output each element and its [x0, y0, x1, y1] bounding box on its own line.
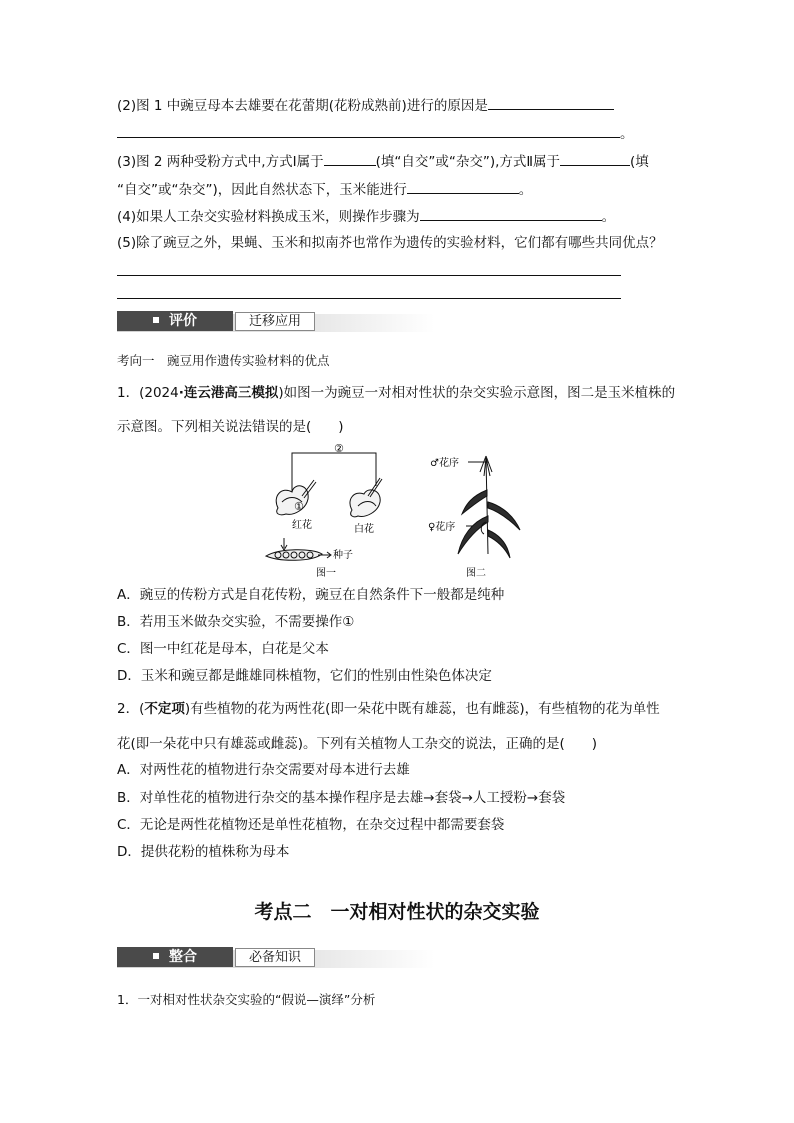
q1-option-c[interactable]: C．图一中红花是母本，白花是父本 — [117, 641, 329, 657]
answer-line[interactable] — [117, 298, 621, 299]
q2-stem — [117, 699, 660, 719]
period-mark: 。 — [518, 182, 533, 198]
red-flower-label: 红花 — [292, 520, 312, 531]
q5-text — [117, 233, 663, 253]
q1-option-d[interactable]: D．玉米和豌豆都是雌雄同株植物，它们的性别由性染色体决定 — [117, 668, 492, 684]
answer-line[interactable] — [117, 275, 621, 276]
label-2: ② — [334, 444, 344, 455]
q2-option-a[interactable]: A．对两性花的植物进行杂交需要对母本进行去雄 — [117, 762, 410, 778]
corn-leaf — [458, 516, 488, 554]
banner-tag: 迁移应用 — [235, 312, 315, 331]
banner-label-text: 评价 — [169, 313, 197, 329]
q2-type: 不定项 — [144, 701, 185, 717]
banner-tag: 必备知识 — [235, 948, 315, 967]
q1-stem — [117, 383, 675, 403]
pea-flower-white — [350, 490, 380, 517]
q2-option-b[interactable]: B．对单性花的植物进行杂交的基本操作程序是去雄→套袋→人工授粉→套袋 — [117, 790, 566, 806]
question-text: (4)如果人工杂交实验材料换成玉米，则操作步骤为 — [117, 209, 420, 225]
banner-label — [117, 947, 233, 967]
banner-label-text: 整合 — [169, 949, 197, 965]
q1-number: 1．(2024 — [117, 385, 179, 401]
section-title: 考点二 一对相对性状的杂交实验 — [254, 901, 540, 923]
direction-heading: 考向一 豌豆用作遗传实验材料的优点 — [117, 353, 330, 368]
figure-1-caption: 图一 — [316, 568, 336, 579]
section-banner-integration — [117, 947, 435, 969]
section-banner-evaluation — [117, 311, 435, 333]
q4-text — [117, 206, 615, 227]
period-mark: 。 — [620, 126, 634, 142]
q2-option-d[interactable]: D．提供花粉的植株称为母本 — [117, 844, 290, 860]
analysis-heading: 1．一对相对性状杂交实验的“假说—演绎”分析 — [117, 992, 376, 1007]
white-flower-label: 白花 — [354, 524, 374, 535]
q2-stem-2: 花(即一朵花中只有雄蕊或雌蕊)。下列有关植物人工杂交的说法，正确的是( ) — [117, 736, 598, 752]
answer-blank[interactable] — [420, 206, 602, 221]
answer-blank[interactable] — [488, 95, 614, 110]
corn-leaf — [488, 502, 520, 530]
period-mark: 。 — [601, 209, 616, 225]
q3-text — [117, 151, 649, 172]
figure-2-caption: 图二 — [466, 568, 486, 579]
corn-leaf — [488, 530, 510, 558]
corn-leaf — [462, 490, 487, 514]
question-text: “自交”或“杂交”)，因此自然状态下，玉米能进行 — [117, 182, 407, 198]
seed-label: 种子 — [333, 550, 353, 561]
q2-continuation — [117, 123, 634, 144]
male-inflorescence-label: ♂花序 — [430, 458, 459, 469]
q1-stem-2: 示意图。下列相关说法错误的是( ) — [117, 419, 344, 435]
question-text: (填“自交”或“杂交”),方式Ⅱ属于 — [375, 154, 561, 170]
q1-source: ·连云港高三模拟 — [178, 385, 279, 401]
q1-option-a[interactable]: A．豌豆的传粉方式是自花传粉，豌豆在自然条件下一般都是纯种 — [117, 587, 505, 603]
q2-number: 2．( — [117, 701, 145, 717]
answer-blank[interactable] — [407, 179, 519, 194]
question-text: (3)图 2 两种受粉方式中,方式Ⅰ属于 — [117, 154, 324, 170]
square-icon — [153, 953, 159, 959]
banner-label — [117, 311, 233, 331]
answer-blank[interactable] — [560, 151, 630, 166]
label-1: ① — [294, 500, 304, 513]
pea-pod — [266, 550, 322, 561]
female-inflorescence-label: ♀花序 — [428, 522, 456, 533]
answer-blank[interactable] — [324, 151, 376, 166]
figure-pea-cross — [260, 444, 400, 580]
q1-option-b[interactable]: B．若用玉米做杂交实验，不需要操作① — [117, 614, 355, 630]
figure-corn-plant — [428, 450, 538, 580]
q2-text: )有些植物的花为两性花(即一朵花中既有雄蕊，也有雌蕊)，有些植物的花为单性 — [184, 701, 660, 717]
q1-text: )如图一为豌豆一对相对性状的杂交实验示意图，图二是玉米植株的 — [278, 385, 676, 401]
q2-option-c[interactable]: C．无论是两性花植物还是单性花植物，在杂交过程中都需要套袋 — [117, 817, 505, 833]
q3-continuation — [117, 179, 532, 200]
question-text: (2)图 1 中豌豆母本去雄要在花蕾期(花粉成熟前)进行的原因是 — [117, 98, 488, 114]
question-text: (5)除了豌豆之外，果蝇、玉米和拟南芥也常作为遗传的实验材料，它们都有哪些共同优点？ — [117, 235, 663, 251]
q2-text — [117, 95, 614, 116]
square-icon — [153, 317, 159, 323]
answer-blank[interactable] — [117, 123, 620, 138]
question-text: (填 — [630, 154, 649, 170]
